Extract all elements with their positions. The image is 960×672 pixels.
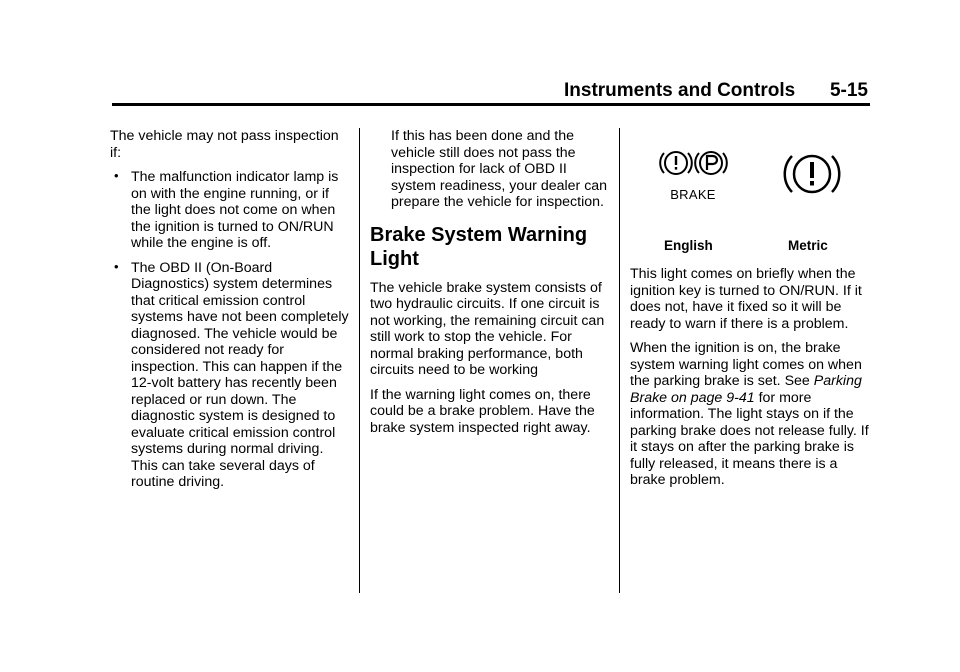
column-left bbox=[110, 128, 350, 499]
section-title: Instruments and Controls bbox=[564, 80, 796, 101]
body-text-start: When the ignition is on, the brake system warning light comes on when the parking brake is set. See bbox=[630, 340, 862, 389]
brake-icons bbox=[630, 142, 870, 252]
intro-text: The vehicle may not pass inspection if: bbox=[110, 128, 339, 161]
body-text: If the warning light comes on, there could be a brake problem. Have the brake system inspected right away. bbox=[370, 386, 595, 436]
list-item: • The OBD II (On-Board Diagnostics) system determines that critical emission control systems have not been completely diagnosed. The vehicle would be considered not ready for inspection. This can happen if the 12-volt battery has recently been replaced or run down. The diagnostic system is designed to evaluate critical emission control systems during normal driving. This can take several days of routine driving. bbox=[110, 260, 350, 491]
continuation-text: If this has been done and the vehicle still does not pass the inspection for lack of OBD II system readiness, your dealer can prepare the vehicle for inspection. bbox=[391, 128, 608, 210]
column-divider bbox=[359, 128, 360, 593]
header-rule bbox=[112, 103, 870, 106]
brake-symbol-icon bbox=[658, 146, 730, 180]
caption-metric: Metric bbox=[788, 238, 828, 253]
body-text bbox=[630, 340, 870, 489]
section-heading: Brake System Warning Light bbox=[370, 223, 588, 270]
caption-english: English bbox=[664, 238, 713, 253]
exclamation-brake-icon bbox=[780, 146, 844, 202]
column-right bbox=[630, 128, 870, 497]
icon-captions bbox=[630, 238, 870, 266]
brake-warning-icon-english bbox=[658, 146, 728, 203]
cross-reference-link[interactable]: Parking Brake on page 9-41 bbox=[630, 373, 862, 406]
page-header bbox=[554, 80, 870, 102]
brake-icon-label: BRAKE bbox=[670, 186, 716, 202]
body-text: This light comes on briefly when the ignition key is turned to ON/RUN. If it does not, have it fixed so it will be ready to warn if there is a problem. bbox=[630, 266, 862, 332]
list-item: • The malfunction indicator lamp is on with the engine running, or if the light does not come on when the ignition is turned to ON/RUN while the engine is off. bbox=[110, 169, 350, 252]
column-middle bbox=[370, 128, 610, 444]
column-divider bbox=[619, 128, 620, 593]
body-text-end: for more information. The light stays on if the parking brake does not release fully. If it stays on after the parking brake is fully released, it means there is a brake problem. bbox=[630, 389, 869, 488]
brake-warning-icon-metric bbox=[780, 146, 844, 207]
page-number: 5-15 bbox=[829, 80, 868, 101]
body-text: The vehicle brake system consists of two hydraulic circuits. If one circuit is not working, the remaining circuit can still work to stop the vehicle. For normal braking performance, both circuits need to be working bbox=[370, 279, 605, 378]
inspection-list bbox=[110, 169, 350, 491]
